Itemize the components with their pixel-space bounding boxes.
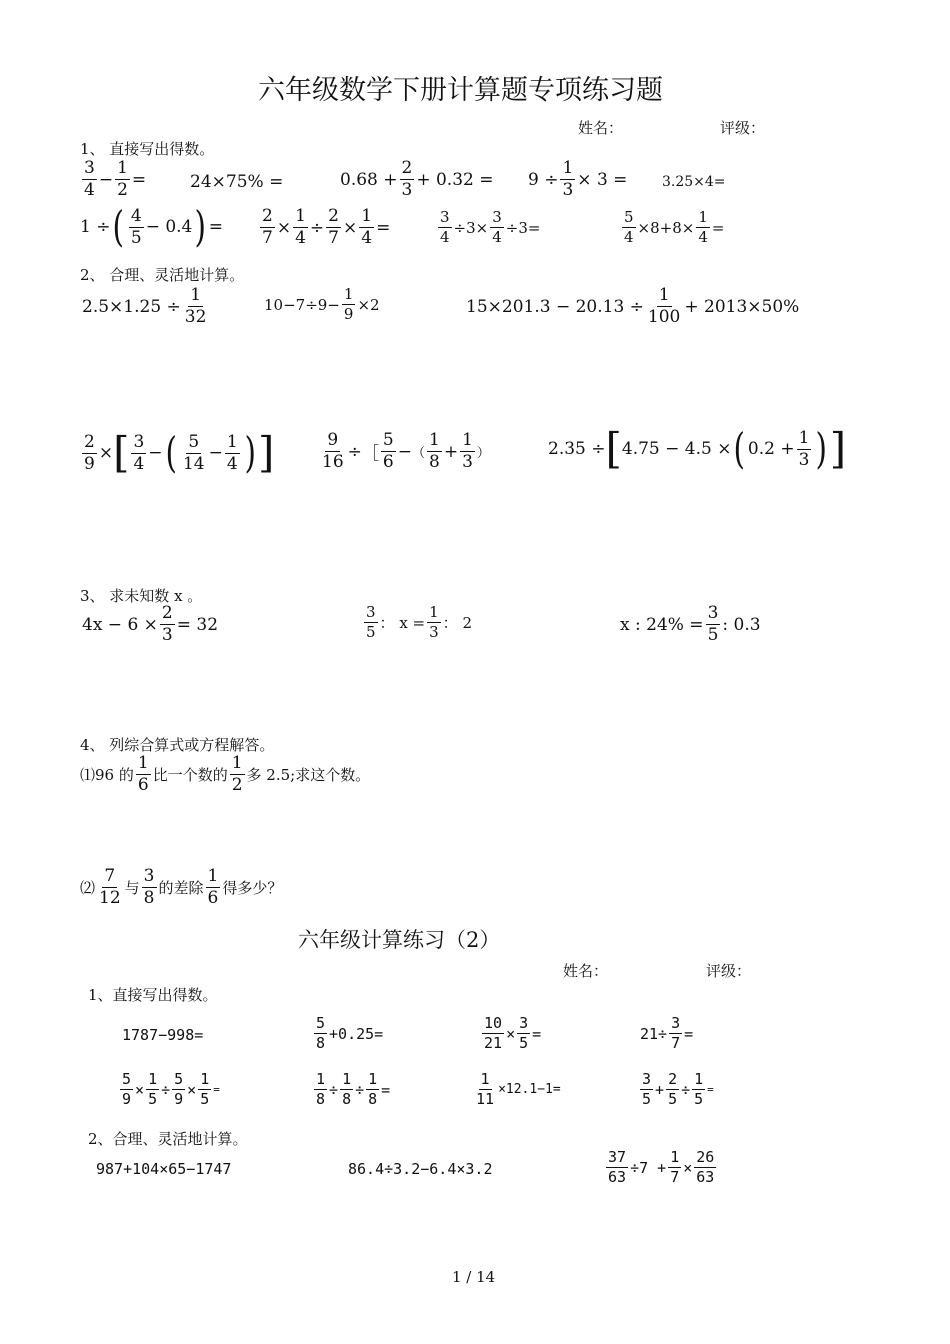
expr-2-6: 2.35 ÷ [ 4.75 − 4.5 × ( 0.2 + $\frac{1}{3}$ ) ] xyxy=(548,424,847,473)
expr-1-1: $\frac{3}{4}$ − $\frac{1}{2}$ = xyxy=(84,158,147,200)
eq-3-2: $\frac{3}{5}$ ： x = $\frac{1}{3}$ ： 2 xyxy=(366,603,472,641)
name-label-2: 姓名： xyxy=(563,962,609,980)
expr-2-2: 10−7÷9− $\frac{1}{9}$ ×2 xyxy=(264,285,380,323)
eq-3-1: 4x − 6 × $\frac{2}{3}$ = 32 xyxy=(82,603,219,645)
section-2-heading: 2、 合理、灵活地计算。 xyxy=(80,266,245,284)
name-label: 姓名： xyxy=(578,119,624,137)
expr-1-8: $\frac{3}{4}$ ÷3× $\frac{3}{4}$ ÷3= xyxy=(440,208,541,246)
expr-1-4: 9 ÷ $\frac{1}{3}$ × 3 = xyxy=(528,158,628,200)
word-problem-2: ⑵ $\frac{7}{12}$ 与 $\frac{3}{8}$ 的差除 $\frac{1}{6}$ 得多少？ xyxy=(80,866,283,908)
page-title: 六年级数学下册计算题专项练习题 xyxy=(258,75,663,106)
section-4-heading: 4、 列综合算式或方程解答。 xyxy=(80,736,275,754)
expr-1-7: $\frac{2}{7}$ × $\frac{1}{4}$ ÷ $\frac{2}{7}$ × $\frac{1}{4}$ = xyxy=(262,206,391,248)
expr-1-6: 1 ÷ ( $\frac{4}{5}$ − 0.4 ) = xyxy=(80,202,224,251)
p2-expr-1-2: $\frac{5}{8}$ +0.25= xyxy=(316,1014,384,1052)
grade-label: 评级： xyxy=(720,119,766,137)
p2-expr-1-8: $\frac{3}{5}$ + $\frac{2}{5}$ ÷ $\frac{1}{5}$ = xyxy=(642,1070,714,1108)
expr-1-3: 0.68 + $\frac{2}{3}$ + 0.32 = xyxy=(340,158,494,200)
expr-2-3: 15×201.3 − 20.13 ÷ $\frac{1}{100}$ + 2013×50% xyxy=(466,285,800,327)
expr-1-5: 3.25×4= xyxy=(662,174,726,190)
expr-1-9: $\frac{5}{4}$ ×8+8× $\frac{1}{4}$ = xyxy=(624,208,725,246)
p2-expr-2-2: 86.4÷3.2−6.4×3.2 xyxy=(348,1160,493,1178)
expr-2-5: $\frac{9}{16}$ ÷ ［ $\frac{5}{6}$ − （ $\frac{1}{8}$ + $\frac{1}{3}$ ） xyxy=(322,430,490,472)
expr-1-2: 24×75% = xyxy=(190,172,284,192)
expr-2-4: $\frac{2}{9}$ × [ $\frac{3}{4}$ − ( $\frac{5}{14}$ − $\frac{1}{4}$ ) ] xyxy=(84,428,275,477)
eq-3-3: x : 24% = $\frac{3}{5}$ : 0.3 xyxy=(620,603,761,645)
section-title-2: 六年级计算练习（2） xyxy=(298,928,501,952)
grade-label-2: 评级： xyxy=(706,962,752,980)
section-3-heading: 3、 求未知数 x 。 xyxy=(80,587,203,605)
p2-expr-1-4: 21÷ $\frac{3}{7}$ = xyxy=(640,1014,694,1052)
p2-expr-1-6: $\frac{1}{8}$ ÷ $\frac{1}{8}$ ÷ $\frac{1}{8}$ = xyxy=(316,1070,391,1108)
p2-expr-1-7: $\frac{1}{11}$ ×12.1−1= xyxy=(476,1070,561,1108)
p2-expr-2-3: $\frac{37}{63}$ ÷7 + $\frac{1}{7}$ × $\frac{26}{63}$ xyxy=(608,1148,715,1186)
p2-expr-2-1: 987+104×65−1747 xyxy=(96,1160,232,1178)
p2-expr-1-5: $\frac{5}{9}$ × $\frac{1}{5}$ ÷ $\frac{5}{9}$ × $\frac{1}{5}$ = xyxy=(122,1070,220,1108)
section-1-heading: 1、 直接写出得数。 xyxy=(80,140,215,158)
p2-expr-1-1: 1787−998= xyxy=(122,1026,204,1044)
p2-section-2-heading: 2、合理、灵活地计算。 xyxy=(88,1130,248,1148)
expr-2-1: 2.5×1.25 ÷ $\frac{1}{32}$ xyxy=(82,285,207,327)
page-number: 1 / 14 xyxy=(452,1268,496,1286)
p2-expr-1-3: $\frac{10}{21}$ × $\frac{3}{5}$ = xyxy=(484,1014,542,1052)
word-problem-1: ⑴96 的 $\frac{1}{6}$ 比一个数的 $\frac{1}{2}$ 多 2.5;求这个数。 xyxy=(80,753,371,795)
p2-section-1-heading: 1、直接写出得数。 xyxy=(88,986,218,1004)
